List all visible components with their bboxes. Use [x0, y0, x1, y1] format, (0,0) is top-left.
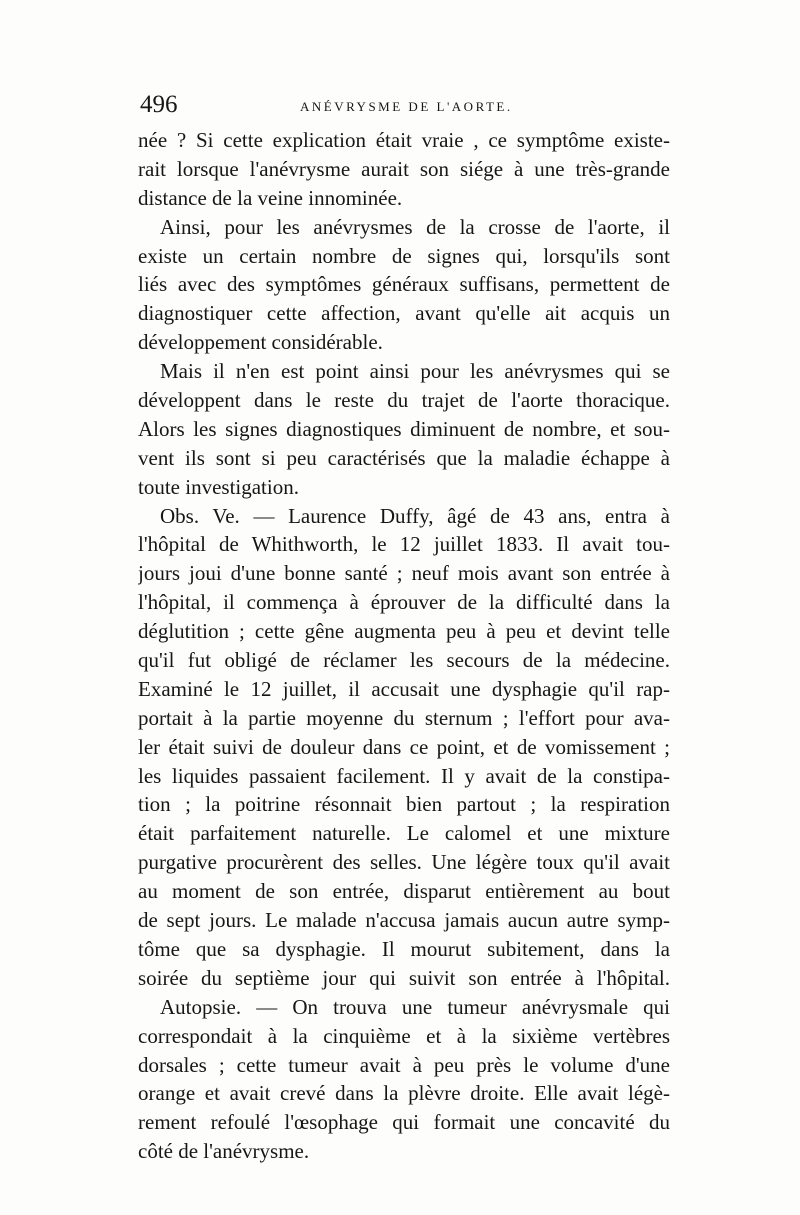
text-line: de sept jours. Le malade n'accusa jamais aucun autre symp- [138, 908, 670, 933]
text-line: au moment de son entrée, disparut entièrement au bout [138, 879, 670, 904]
text-line: portait à la partie moyenne du sternum ; l'effort pour ava- [138, 705, 670, 730]
paragraph-start-line: Ainsi, pour les anévrysmes de la crosse de l'aorte, il [160, 214, 670, 239]
text-line: née ? Si cette explication était vraie , ce symptôme existe- [138, 128, 670, 152]
observation-heading-line: Obs. Ve. — Laurence Duffy, âgé de 43 ans, entra à [160, 503, 670, 528]
text-line: dorsales ; cette tumeur avait à peu près le volume d'une [138, 1052, 670, 1077]
text-line: vent ils sont si peu caractérisés que la maladie échappe à [138, 445, 670, 470]
autopsy-heading-line: Autopsie. — On trouva une tumeur anévrysmale qui [160, 994, 670, 1019]
text-line: rait lorsque l'anévrysme aurait son siége à une très-grande [138, 156, 670, 181]
text-line: était parfaitement naturelle. Le calomel et une mixture [138, 821, 670, 846]
text-line: tôme que sa dysphagie. Il mourut subitement, dans la [138, 936, 670, 961]
text-line: les liquides passaient facilement. Il y avait de la constipa- [138, 763, 670, 788]
text-line: distance de la veine innominée. [138, 185, 403, 210]
page-number: 496 [140, 91, 178, 118]
text-line: purgative procurèrent des selles. Une légère toux qu'il avait [138, 850, 670, 875]
text-line: côté de l'anévrysme. [138, 1139, 310, 1164]
text-line: déglutition ; cette gêne augmenta peu à peu et devint telle [138, 619, 670, 644]
text-line: existe un certain nombre de signes qui, lorsqu'ils sont [138, 243, 670, 268]
text-line: liés avec des symptômes généraux suffisans, permettent de [138, 272, 670, 297]
text-line: développent dans le reste du trajet de l'aorte thoracique. [138, 388, 670, 413]
text-line: Examiné le 12 juillet, il accusait une dysphagie qu'il rap- [138, 676, 670, 701]
text-line: ler était suivi de douleur dans ce point, et de vomissement ; [138, 734, 670, 759]
running-head: ANÉVRYSME DE L'AORTE. [300, 99, 513, 114]
text-line: l'hôpital, il commença à éprouver de la difficulté dans la [138, 590, 670, 615]
text-line: Alors les signes diagnostiques diminuent de nombre, et sou- [138, 416, 670, 441]
text-line: tion ; la poitrine résonnait bien partout ; la respiration [138, 792, 670, 817]
text-line: diagnostiquer cette affection, avant qu'elle ait acquis un [138, 301, 670, 326]
paragraph-start-line: Mais il n'en est point ainsi pour les anévrysmes qui se [160, 359, 670, 384]
text-line: qu'il fut obligé de réclamer les secours de la médecine. [138, 648, 670, 673]
text-line: correspondait à la cinquième et à la sixième vertèbres [138, 1023, 670, 1048]
page-header [140, 90, 670, 124]
text-line: l'hôpital de Whithworth, le 12 juillet 1833. Il avait tou- [138, 532, 670, 557]
body-text [138, 126, 670, 1166]
text-line: toute investigation. [138, 474, 299, 499]
text-line: développement considérable. [138, 330, 383, 355]
text-line: rement refoulé l'œsophage qui formait une concavité du [138, 1110, 670, 1135]
text-line: soirée du septième jour qui suivit son entrée à l'hôpital. [138, 965, 670, 990]
text-line: jours joui d'une bonne santé ; neuf mois avant son entrée à [138, 561, 670, 586]
text-line: orange et avait crevé dans la plèvre droite. Elle avait légè- [138, 1081, 670, 1106]
